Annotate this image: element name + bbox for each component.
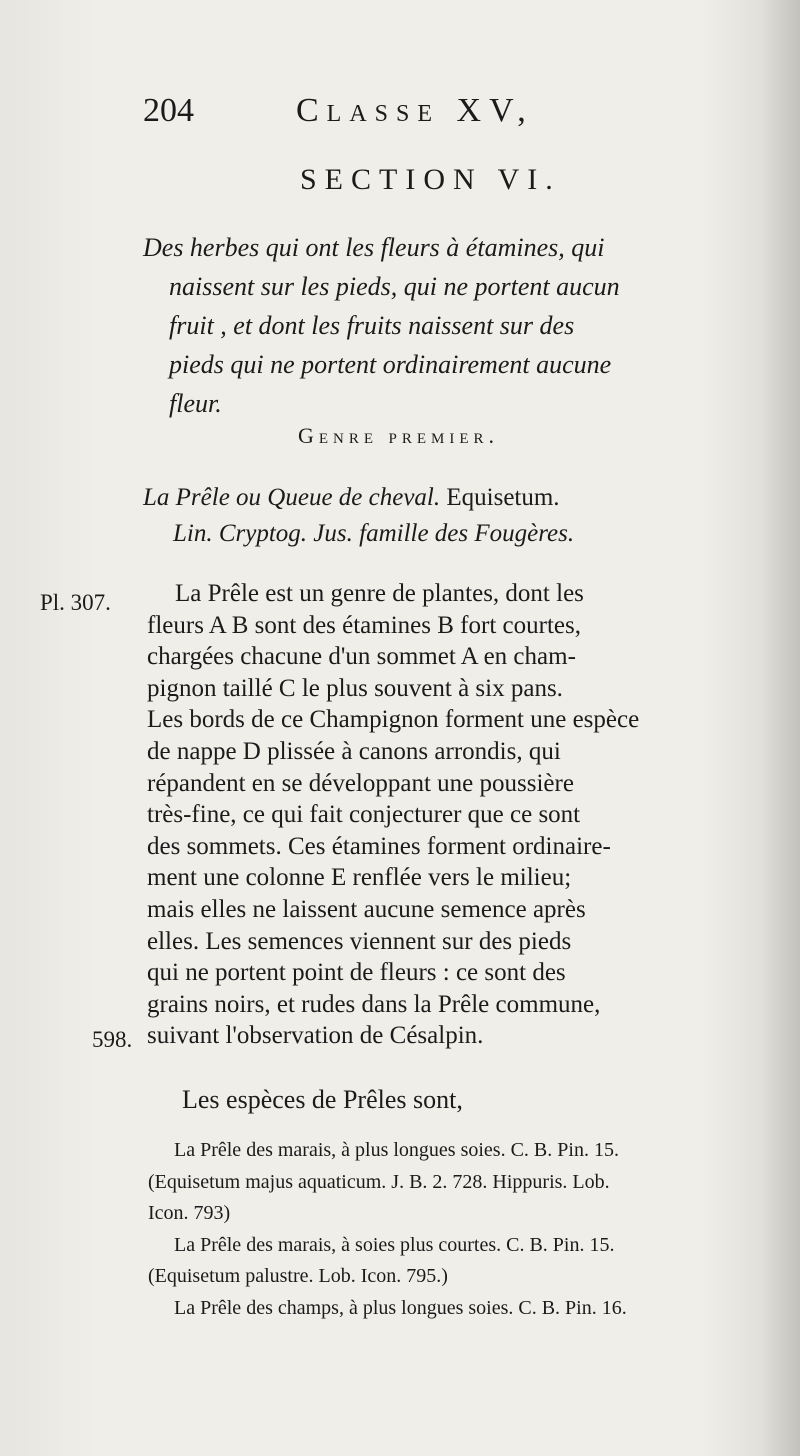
genre-title: Genre premier.: [298, 423, 500, 448]
description-line: elles. Les semences viennent sur des pieds: [147, 927, 572, 955]
genus-heading: [143, 480, 783, 552]
species-heading: Les espèces de Prêles sont,: [182, 1085, 463, 1114]
species-reference-line: Icon. 793): [148, 1202, 231, 1224]
class-title: Classe XV,: [296, 92, 534, 129]
margin-note-598: 598.: [92, 1027, 133, 1052]
genus-name-italic: La Prêle ou Queue de cheval.: [143, 484, 441, 511]
description-line: très-fine, ce qui fait conjecturer que ce sont: [147, 801, 581, 829]
species-reference-line: La Prêle des marais, à plus longues soies. C. B. Pin. 15.: [174, 1139, 619, 1161]
description-line: pignon taillé C le plus souvent à six pans.: [147, 674, 563, 702]
genus-line-2: Lin. Cryptog. Jus. famille des Fougères.: [173, 520, 575, 547]
intro-line: pieds qui ne portent ordinairement aucune: [169, 350, 612, 379]
margin-plate-reference: Pl. 307.: [40, 590, 111, 615]
description-line: La Prêle est un genre de plantes, dont les: [175, 580, 584, 607]
description-line: mais elles ne laissent aucune semence après: [147, 895, 586, 923]
section-title: SECTION VI.: [300, 163, 561, 196]
description-line: répandent en se développant une poussière: [147, 769, 574, 797]
intro-line: Des herbes qui ont les fleurs à étamines, qui: [143, 233, 605, 262]
intro-line: naissent sur les pieds, qui ne portent aucun: [169, 272, 620, 301]
section-intro: [143, 228, 773, 423]
species-reference-line: (Equisetum majus aquaticum. J. B. 2. 728. Hippuris. Lob.: [148, 1170, 610, 1193]
description-line: grains noirs, et rudes dans la Prêle commune,: [147, 990, 601, 1018]
page-number: 204: [143, 92, 194, 129]
species-references: [148, 1135, 780, 1324]
genus-description: [147, 578, 777, 1052]
description-line: fleurs A B sont des étamines B fort courtes,: [147, 611, 581, 639]
species-reference-line: La Prêle des champs, à plus longues soies. C. B. Pin. 16.: [174, 1296, 627, 1319]
description-line: suivant l'observation de Césalpin.: [147, 1022, 484, 1050]
description-line: de nappe D plissée à canons arrondis, qui: [147, 737, 561, 765]
description-line: qui ne portent point de fleurs : ce sont des: [147, 959, 566, 987]
description-line: Les bords de ce Champignon forment une espèce: [147, 706, 640, 734]
genus-line-1: [143, 480, 783, 516]
description-line: des sommets. Ces étamines forment ordinaire-: [147, 832, 611, 860]
intro-line: fruit , et dont les fruits naissent sur des: [169, 311, 575, 340]
genus-latin-name: Equisetum.: [446, 484, 560, 511]
intro-line: fleur.: [169, 389, 222, 418]
species-reference-line: (Equisetum palustre. Lob. Icon. 795.): [148, 1265, 448, 1287]
description-line: chargées chacune d'un sommet A en cham-: [147, 643, 576, 671]
running-header: [143, 92, 643, 136]
species-reference-line: La Prêle des marais, à soies plus courtes. C. B. Pin. 15.: [174, 1233, 615, 1256]
description-line: ment une colonne E renflée vers le milieu;: [147, 864, 572, 892]
